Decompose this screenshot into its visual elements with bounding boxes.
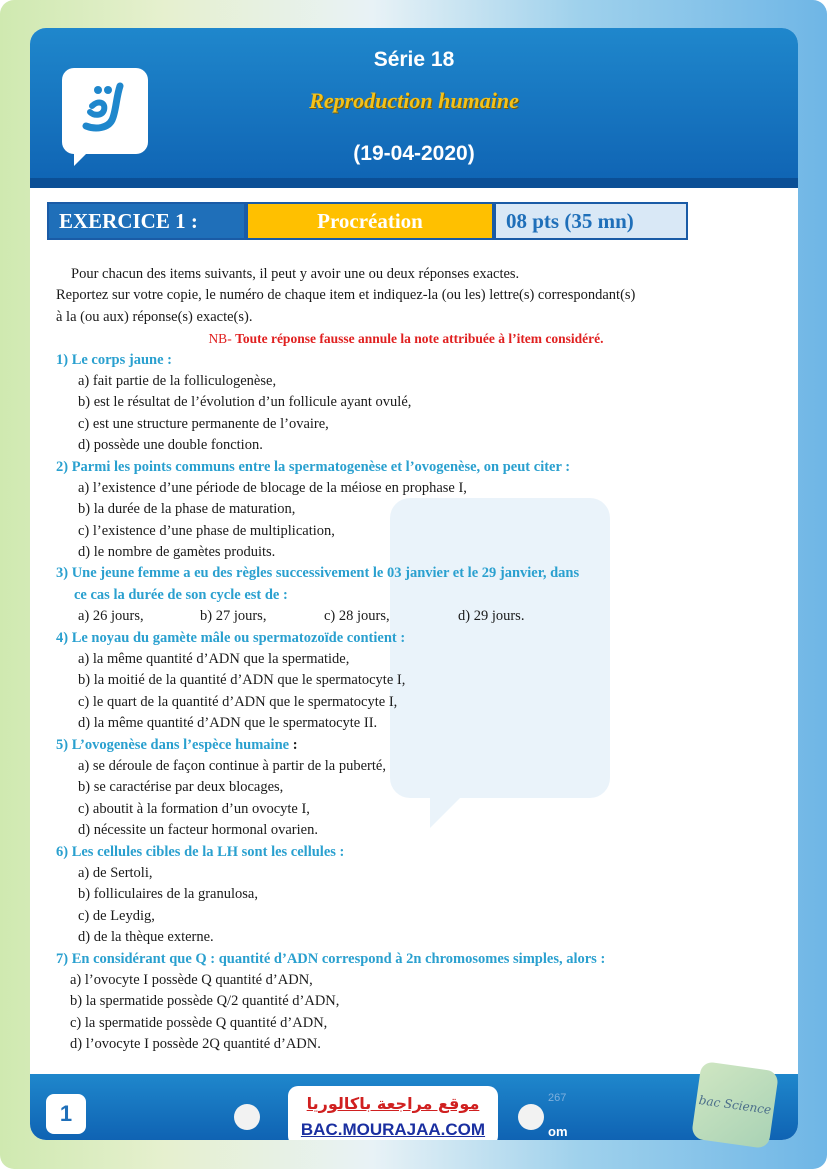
date-label: (19-04-2020): [353, 142, 475, 165]
question-title-continued: ce cas la durée de son cycle est de :: [74, 586, 288, 603]
question-option: a) l’existence d’une période de blocage de la méiose en prophase I,: [78, 479, 467, 496]
footer-banner: [30, 1074, 798, 1140]
exercise-points: 08 pts (35 mn): [494, 202, 688, 240]
question-options-row: [56, 606, 756, 627]
question-title: 6) Les cellules cibles de la LH sont les cellules :: [56, 843, 345, 860]
question-option: a) la même quantité d’ADN que la spermatide,: [78, 651, 350, 668]
question-option: c) la spermatide possède Q quantité d’ADN,: [70, 1014, 328, 1031]
question-option: b) la moitié de la quantité d’ADN que le spermatocyte I,: [78, 672, 406, 689]
question-option: b) la durée de la phase de maturation,: [78, 501, 296, 518]
question-title: 5) L’ovogenèse dans l’espèce humaine: [56, 736, 290, 753]
question-option: d) la même quantité d’ADN que le spermatocyte II.: [78, 715, 378, 732]
nb-prefix: NB-: [208, 331, 236, 347]
question-option: d) nécessite un facteur hormonal ovarien.: [78, 822, 318, 839]
nb-text: Toute réponse fausse annule la note attribuée à l’item considéré.: [235, 331, 604, 347]
header-banner: [30, 28, 798, 188]
question-option: c) est une structure permanente de l’ovaire,: [78, 415, 329, 432]
footer-number-fragment: 267: [548, 1092, 567, 1104]
question-option: a) l’ovocyte I possède Q quantité d’ADN,: [70, 971, 313, 988]
question-option: b) 27 jours,: [200, 608, 267, 625]
question-title: 7) En considérant que Q : quantité d’ADN correspond à 2n chromosomes simples, alors :: [56, 950, 606, 967]
footer-text-fragment: om: [548, 1124, 568, 1139]
question-option: b) folliculaires de la granulosa,: [78, 886, 258, 903]
question-option: d) possède une double fonction.: [78, 437, 263, 454]
exercise-title: EXERCICE 1 :: [47, 202, 246, 240]
question-option: a) se déroule de façon continue à partir de la puberté,: [78, 757, 386, 774]
site-arabic-name: موقع مراجعة باكالوريا: [306, 1094, 480, 1113]
site-badge-icon: [234, 1104, 260, 1130]
question-option: a) de Sertoli,: [78, 864, 153, 881]
question-option: d) 29 jours.: [458, 608, 525, 625]
question-option: a) fait partie de la folliculogenèse,: [78, 372, 277, 389]
question-title: 1) Le corps jaune :: [56, 351, 172, 368]
exercise-topic: Procréation: [246, 202, 494, 240]
exercise-bar: [47, 202, 688, 240]
question-title: 2) Parmi les points communs entre la spermatogenèse et l’ovogenèse, on peut citer :: [56, 458, 571, 475]
question-title: 3) Une jeune femme a eu des règles successivement le 03 janvier et le 29 janvier, dans: [56, 565, 580, 582]
site-url: BAC.MOURAJAA.COM: [300, 1120, 486, 1139]
question-option: c) de Leydig,: [78, 907, 155, 924]
question-option: b) est le résultat de l’évolution d’un follicule ayant ovulé,: [78, 394, 412, 411]
subject-title: Reproduction humaine: [309, 88, 519, 113]
exercise-content: [56, 264, 756, 1055]
question-title-colon: :: [289, 736, 298, 753]
question-option: c) le quart de la quantité d’ADN que le spermatocyte I,: [78, 693, 398, 710]
site-link[interactable]: [288, 1086, 498, 1140]
series-title: Série 18: [373, 48, 455, 71]
question-option: b) se caractérise par deux blocages,: [78, 779, 284, 796]
intro-line: à la (ou aux) réponse(s) exacte(s).: [56, 308, 253, 325]
question-option: d) l’ovocyte I possède 2Q quantité d’ADN.: [70, 1036, 321, 1053]
bac-science-logo: bac Science: [691, 1061, 779, 1149]
question-option: d) de la thèque externe.: [78, 929, 214, 946]
question-option: c) aboutit à la formation d’un ovocyte I,: [78, 800, 310, 817]
document-sheet: [30, 28, 798, 1140]
question-title-row: [56, 735, 756, 756]
site-badge-icon: [518, 1104, 544, 1130]
intro-line: Pour chacun des items suivants, il peut y avoir une ou deux réponses exactes.: [71, 266, 520, 282]
question-title: 4) Le noyau du gamète mâle ou spermatozoïde contient :: [56, 629, 406, 646]
nb-note: [56, 328, 756, 349]
intro-line: Reportez sur votre copie, le numéro de chaque item et indiquez-la (ou les) lettre(s) correspondant(s): [56, 287, 636, 304]
question-option: d) le nombre de gamètes produits.: [78, 544, 276, 561]
question-option: b) la spermatide possède Q/2 quantité d’ADN,: [70, 993, 340, 1010]
question-option: a) 26 jours,: [78, 608, 144, 625]
page-number: 1: [46, 1094, 86, 1134]
question-option: c) 28 jours,: [324, 608, 390, 625]
question-option: c) l’existence d’une phase de multiplication,: [78, 522, 335, 539]
